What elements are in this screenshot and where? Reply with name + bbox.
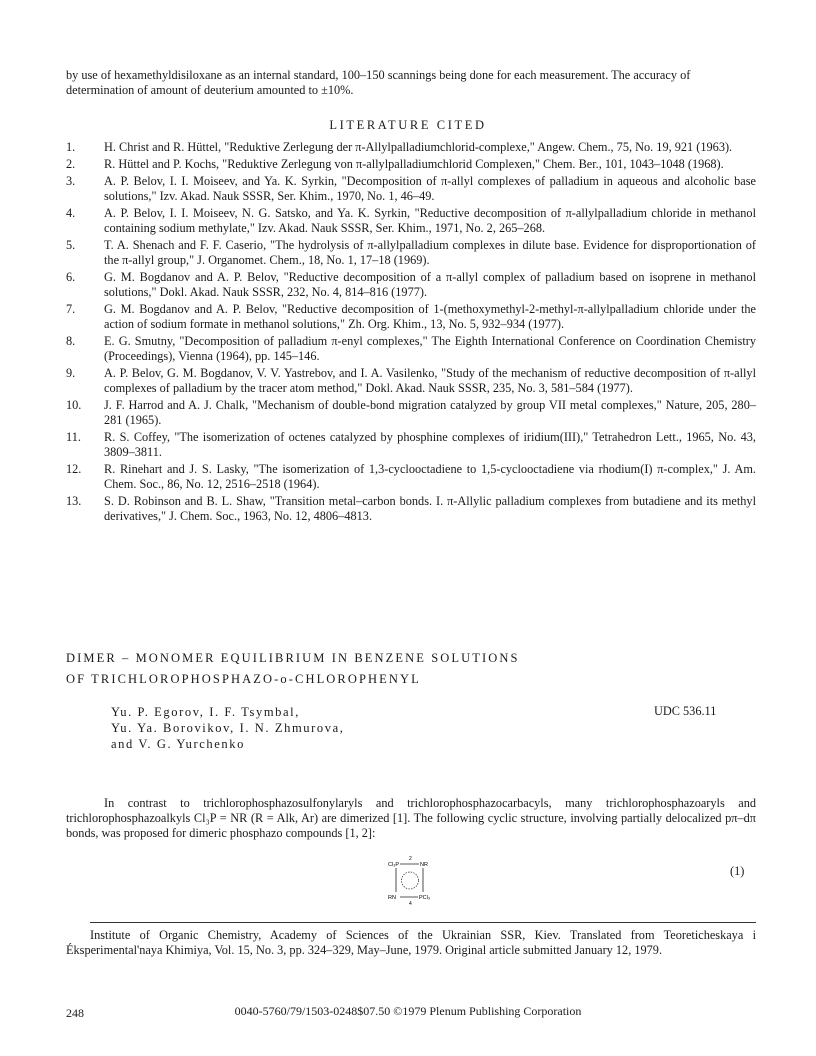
footnote-divider: [90, 922, 756, 923]
reference-number: 2.: [66, 157, 76, 171]
intro-paragraph: by use of hexamethyldisiloxane as an internal standard, 100–150 scannings being done for each measurement. The accuracy of determination of amount of deuterium amounted to ±10%.: [66, 68, 691, 97]
reference-item: [66, 174, 756, 204]
reference-item: [66, 157, 756, 172]
reference-item: [66, 140, 756, 155]
reference-number: 3.: [66, 174, 76, 188]
reference-number: 8.: [66, 334, 76, 348]
reference-number: 13.: [66, 494, 82, 508]
delocalized-ring: [402, 872, 419, 889]
reference-item: [66, 270, 756, 300]
cyclic-structure-formula: [385, 855, 435, 905]
reference-number: 5.: [66, 238, 76, 252]
abstract-paragraph: In contrast to trichlorophosphazosulfonylaryls and trichlorophosphazocarbacyls, many trichlorophosphazoaryls and trichlorophosphazoalkyls Cl₃P = NR (R = Alk, Ar) are dimerized [1]. The following cyclic structure, involving partially delocalized pπ–dπ bonds, was proposed for dimeric phosphazo compounds [1, 2]:: [66, 796, 756, 840]
formula-atom-label: PCl₃: [419, 895, 431, 901]
udc-code: UDC 536.11: [654, 704, 717, 718]
formula-position-label: 2: [409, 856, 412, 862]
article-title-line: DIMER – MONOMER EQUILIBRIUM IN BENZENE SOLUTIONS: [66, 651, 520, 665]
reference-number: 10.: [66, 398, 82, 412]
reference-text: H. Christ and R. Hüttel, "Reduktive Zerlegung der π-Allylpalladiumchlorid-complexe," Angew. Chem., 75, No. 19, 921 (1963).: [104, 140, 733, 154]
reference-list: [66, 140, 756, 526]
reference-item: [66, 430, 756, 460]
reference-text: J. F. Harrod and A. J. Chalk, "Mechanism of double-bond migration catalyzed by group VII metal complexes," Nature, 205, 280–281 (1965).: [104, 398, 756, 427]
reference-item: [66, 366, 756, 396]
reference-text: A. P. Belov, I. I. Moiseev, and Ya. K. Syrkin, "Decomposition of π-allyl complexes of palladium in aqueous and alcoholic base solutions," Izv. Akad. Nauk SSSR, Ser. Khim., 1970, No. 1, 46–49.: [104, 174, 756, 203]
formula-position-label: 4: [409, 901, 412, 905]
reference-item: [66, 494, 756, 524]
reference-number: 4.: [66, 206, 76, 220]
formula-atom-label: NR: [420, 862, 428, 868]
reference-item: [66, 238, 756, 268]
reference-text: R. S. Coffey, "The isomerization of octenes catalyzed by phosphine complexes of iridium(III)," Tetrahedron Lett., 1965, No. 43, 3809–3811.: [104, 430, 756, 459]
reference-item: [66, 302, 756, 332]
reference-number: 7.: [66, 302, 76, 316]
reference-text: R. Rinehart and J. S. Lasky, "The isomerization of 1,3-cyclooctadiene to 1,5-cyclooctadiene via rhodium(I) π-complex," J. Am. Chem. Soc., 86, No. 12, 2516–2518 (1964).: [104, 462, 756, 491]
reference-item: [66, 334, 756, 364]
formula-atom-label: Cl₃P: [388, 862, 400, 868]
author-line: and V. G. Yurchenko: [111, 737, 245, 751]
reference-text: A. P. Belov, G. M. Bogdanov, V. V. Yastrebov, and I. A. Vasilenko, "Study of the mechanism of reductive decomposition of π-allyl complexes of palladium by the tracer atom method," Dokl. Akad. Nauk SSSR, 235, No. 3, 581–584 (1977).: [104, 366, 756, 395]
author-line: Yu. P. Egorov, I. F. Tsymbal,: [111, 705, 300, 719]
author-line: Yu. Ya. Borovikov, I. N. Zhmurova,: [111, 721, 345, 735]
reference-text: R. Hüttel and P. Kochs, "Reduktive Zerlegung von π-allylpalladiumchlorid Complexen," Chem. Ber., 101, 1043–1048 (1968).: [104, 157, 724, 171]
reference-text: G. M. Bogdanov and A. P. Belov, "Reductive decomposition of a π-allyl complex of palladium based on isoprene in methanol solutions," Dokl. Akad. Nauk SSSR, 232, No. 4, 814–816 (1977).: [104, 270, 756, 299]
publisher-line: 0040-5760/79/1503-0248$07.50 ©1979 Plenum Publishing Corporation: [234, 1004, 582, 1018]
equation-number: (1): [730, 864, 745, 878]
reference-item: [66, 206, 756, 236]
author-list: [111, 704, 531, 752]
page-number: 248: [66, 1006, 84, 1020]
reference-number: 1.: [66, 140, 76, 154]
reference-number: 12.: [66, 462, 82, 476]
article-title: [66, 648, 756, 690]
reference-item: [66, 462, 756, 492]
article-title-line: OF TRICHLOROPHOSPHAZO-o-CHLOROPHENYL: [66, 672, 421, 686]
footnote: Institute of Organic Chemistry, Academy of Sciences of the Ukrainian SSR, Kiev. Translated from Teoreticheskaya i Éksperimental'naya Khimiya, Vol. 15, No. 3, pp. 324–329, May–June, 1979. Original article submitted January 12, 1979.: [66, 928, 756, 957]
reference-number: 9.: [66, 366, 76, 380]
reference-item: [66, 398, 756, 428]
section-title: LITERATURE CITED: [329, 118, 487, 132]
formula-atom-label: RN: [388, 895, 396, 901]
reference-text: T. A. Shenach and F. F. Caserio, "The hydrolysis of π-allylpalladium complexes in dilute base. Evidence for disproportionation of the π-allyl group," J. Organomet. Chem., 18, No. 1, 17–18 (1969).: [104, 238, 756, 267]
reference-text: E. G. Smutny, "Decomposition of palladium π-enyl complexes," The Eighth International Conference on Coordination Chemistry (Proceedings), Vienna (1964), pp. 145–146.: [104, 334, 756, 363]
reference-text: G. M. Bogdanov and A. P. Belov, "Reductive decomposition of 1-(methoxymethyl-2-methyl-π-allylpalladium chloride under the action of sodium formate in methanol solutions," Zh. Org. Khim., 13, No. 5, 932–934 (1977).: [104, 302, 756, 331]
reference-number: 11.: [66, 430, 81, 444]
reference-text: A. P. Belov, I. I. Moiseev, N. G. Satsko, and Ya. K. Syrkin, "Reductive decomposition of π-allylpalladium chloride in methanol containing sodium methylate," Izv. Akad. Nauk SSSR, Ser. Khim., 1971, No. 2, 265–268.: [104, 206, 756, 235]
reference-number: 6.: [66, 270, 76, 284]
reference-text: S. D. Robinson and B. L. Shaw, "Transition metal–carbon bonds. I. π-Allylic palladium complexes from butadiene and its methyl derivatives," J. Chem. Soc., 1963, No. 12, 4806–4813.: [104, 494, 756, 523]
